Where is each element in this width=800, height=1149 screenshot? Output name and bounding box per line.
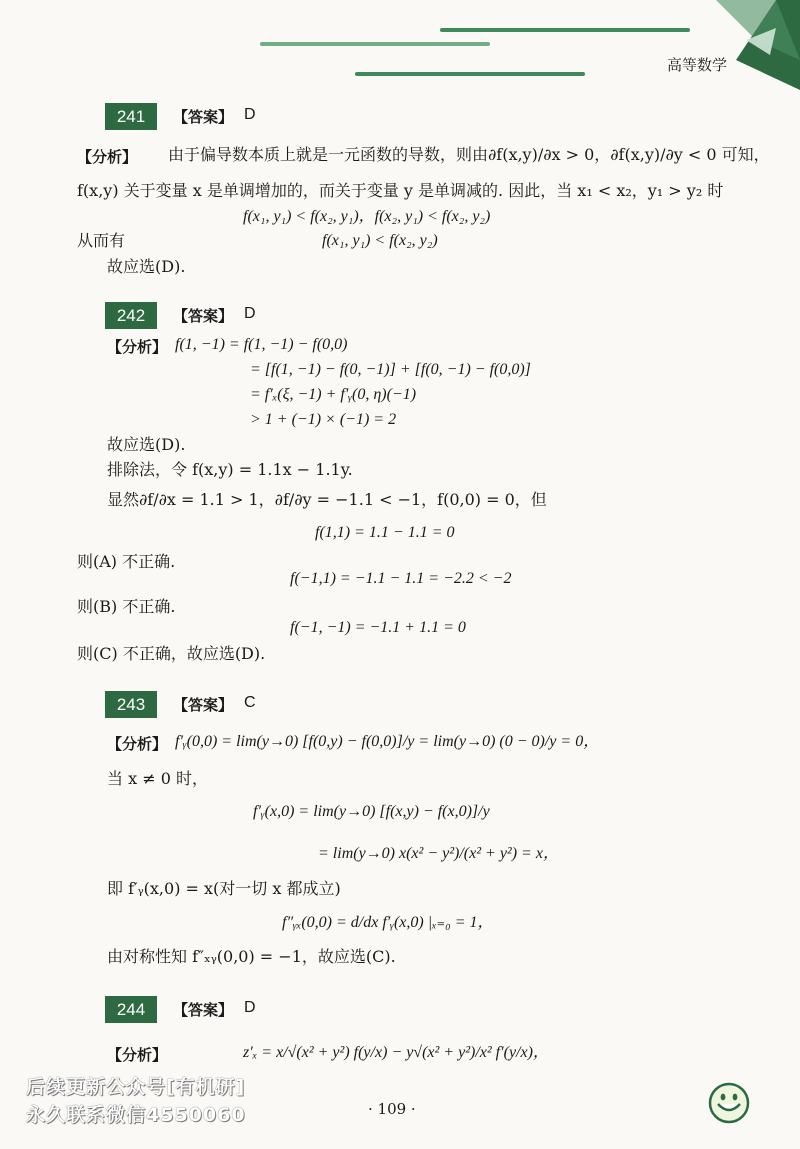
answer-value: D xyxy=(244,106,256,123)
analysis-text: f(x,y) 关于变量 x 是单调增加的，而关于变量 y 是单调减的. 因此，当 x₁ < x₂，y₁ > y₂ 时 xyxy=(77,181,724,200)
conclusion-text: 故应选(D). xyxy=(107,257,186,276)
math-equation: f(x₁, y₁) < f(x₂, y₂) xyxy=(322,232,438,249)
analysis-text: 当 x ≠ 0 时， xyxy=(107,769,208,788)
corner-triangle-icon xyxy=(716,0,800,90)
math-equation: f(−1, −1) = −1.1 + 1.1 = 0 xyxy=(290,619,466,636)
math-equation: f(1, −1) = f(1, −1) − f(0,0) xyxy=(175,336,348,353)
math-equation: f′ᵧ(x,0) = lim(y→0) [f(x,y) − f(x,0)]/y xyxy=(253,803,490,820)
math-equation: z′ₓ = x/√(x² + y²) f(y/x) − y√(x² + y²)/x² f′(y/x)， xyxy=(243,1044,549,1061)
analysis-label: 【分析】 xyxy=(107,338,168,356)
math-equation: = lim(y→0) x(x² − y²)/(x² + y²) = x， xyxy=(318,845,559,862)
analysis-label: 【分析】 xyxy=(77,148,138,166)
answer-value: D xyxy=(244,999,256,1016)
header-title: 高等数学 xyxy=(667,56,728,74)
problem-number: 242 xyxy=(105,302,157,329)
answer-label: 【答案】 xyxy=(173,108,234,126)
analysis-text: 由于偏导数本质上就是一元函数的导数，则由∂f(x,y)/∂x > 0，∂f(x,y)/∂y < 0 可知， xyxy=(168,145,770,164)
analysis-label: 【分析】 xyxy=(107,735,168,753)
answer-value: C xyxy=(244,694,256,711)
analysis-text: 显然∂f/∂x = 1.1 > 1，∂f/∂y = −1.1 < −1，f(0,0) = 0，但 xyxy=(107,490,547,509)
header-decor-line xyxy=(355,72,585,76)
analysis-text: 从而有 xyxy=(77,231,126,250)
analysis-label: 【分析】 xyxy=(107,1046,168,1064)
smiley-face-icon xyxy=(708,1082,750,1124)
problem-number: 243 xyxy=(105,691,157,718)
math-equation: f″ᵧₓ(0,0) = d/dx f′ᵧ(x,0) |ₓ₌₀ = 1， xyxy=(282,914,494,931)
math-equation: = f′ₓ(ξ, −1) + f′ᵧ(0, η)(−1) xyxy=(250,386,417,403)
watermark-text: 后续更新公众号[有机研] xyxy=(26,1076,246,1098)
answer-value: D xyxy=(244,305,256,322)
math-equation: f(−1,1) = −1.1 − 1.1 = −2.2 < −2 xyxy=(290,570,512,587)
watermark-text: 永久联系微信4550060 xyxy=(26,1104,246,1126)
conclusion-text: 则(C) 不正确，故应选(D). xyxy=(77,644,266,663)
analysis-text: 则(A) 不正确. xyxy=(77,552,176,571)
math-equation: > 1 + (−1) × (−1) = 2 xyxy=(250,411,397,428)
conclusion-text: 故应选(D). xyxy=(107,435,186,454)
problem-number: 244 xyxy=(105,996,157,1023)
conclusion-text: 由对称性知 f″ₓᵧ(0,0) = −1，故应选(C). xyxy=(107,947,396,966)
math-equation: f(1,1) = 1.1 − 1.1 = 0 xyxy=(315,524,455,541)
answer-label: 【答案】 xyxy=(173,1001,234,1019)
header-decor-line xyxy=(440,28,690,32)
page-number: · 109 · xyxy=(368,1100,416,1118)
math-equation: f′ᵧ(0,0) = lim(y→0) [f(0,y) − f(0,0)]/y = lim(y→0) (0 − 0)/y = 0， xyxy=(175,733,600,750)
analysis-text: 即 f′ᵧ(x,0) = x(对一切 x 都成立) xyxy=(107,879,341,898)
answer-label: 【答案】 xyxy=(173,696,234,714)
math-equation: = [f(1, −1) − f(0, −1)] + [f(0, −1) − f(0,0)] xyxy=(250,361,531,378)
problem-number: 241 xyxy=(105,103,157,130)
answer-label: 【答案】 xyxy=(173,307,234,325)
math-equation: f(x₁, y₁) < f(x₂, y₁)，f(x₂, y₁) < f(x₂, y₂) xyxy=(243,208,491,225)
analysis-text: 则(B) 不正确. xyxy=(77,597,176,616)
analysis-text: 排除法，令 f(x,y) = 1.1x − 1.1y. xyxy=(107,460,353,479)
header-decor-line xyxy=(260,42,490,46)
